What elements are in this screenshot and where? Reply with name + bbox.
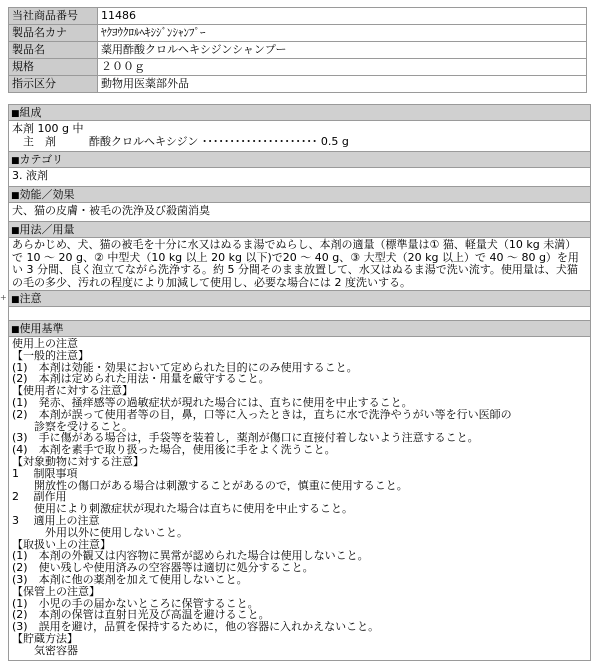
standards-line: 気密容器 [12,644,78,657]
category-text: 3. 液剤 [12,169,48,182]
standards-line: (3) 誤用を避け，品質を保持するために，他の容器に入れかえないこと。 [12,621,380,633]
usage-body [8,238,591,292]
info-row [9,59,587,76]
standards-line: (2) 本剤は定められた用法・用量を厳守すること。 [12,373,270,386]
composition-body [8,121,591,153]
info-row [9,8,587,25]
info-label: 製品名カナ [9,25,98,42]
section-marker-icon: ■ [11,295,20,305]
standards-line: 1 制限事項 [12,467,78,480]
product-info-table [8,7,587,93]
category-header [8,151,591,168]
cross-marker-icon: + [0,293,7,302]
standards-line: (1) 本剤は効能・効果において定められた目的にのみ使用すること。 [12,361,358,374]
standards-line: (4) 本剤を素手で取り扱った場合，使用後に手をよく洗うこと。 [12,444,336,456]
info-value: 11486 [98,8,587,25]
section-marker-icon: ■ [11,325,20,335]
efficacy-title: 効能／効果 [19,188,75,201]
standards-line: (2) 本剤が誤って使用者等の目，鼻，口等に入ったときは，直ちに水で洗浄やうがい等を行い医師の [12,408,512,421]
standards-line: 診察を受けること。 [12,420,133,433]
standards-line: 使用上の注意 [12,338,78,350]
section-marker-icon: ■ [11,109,20,119]
standards-line: (1) 本剤の外観又は内容物に異常が認められた場合は使用しないこと。 [12,550,369,563]
standards-line: (2) 使い残しや使用済みの空容器等は適切に処分すること。 [12,562,314,574]
standards-line: 【対象動物に対する注意】 [12,455,144,468]
efficacy-body [8,203,591,222]
info-row [9,25,587,42]
caution-section [8,290,591,323]
info-value: ﾔｸﾖｳｸﾛﾙﾍｷｼｼﾞﾝｼｬﾝﾌﾟｰ [98,25,587,42]
category-section [8,151,591,187]
caution-title: 注意 [19,292,42,305]
usage-section [8,221,591,292]
info-label: 規格 [9,59,98,76]
info-value: 薬用酢酸クロルヘキシジンシャンプー [98,42,587,59]
standards-line: 【貯蔵方法】 [12,632,78,645]
standards-line: 2 副作用 [12,491,67,504]
category-title: カテゴリ [19,153,64,166]
standards-line: 【一般的注意】 [12,349,89,362]
composition-title: 組成 [19,106,42,119]
standards-line: 使用により刺激症状が現れた場合は直ちに使用を中止すること。 [12,503,353,515]
composition-header [8,104,591,121]
category-body [8,168,591,187]
info-label: 指示区分 [9,76,98,93]
info-label: 当社商品番号 [9,8,98,25]
standards-line: (3) 手に傷がある場合は，手袋等を装着し，薬剤が傷口に直接付着しないよう注意すること。 [12,432,479,445]
standards-line: 3 適用上の注意 [12,514,100,527]
info-value: ２００ｇ [98,59,587,76]
standards-line: (3) 本剤に他の薬剤を加えて使用しないこと。 [12,573,248,586]
standards-line: 外用以外に使用しないこと。 [12,526,188,539]
usage-header [8,221,591,238]
standards-section [8,320,591,661]
efficacy-text: 犬、猫の皮膚・被毛の洗浄及び殺菌消臭 [12,204,210,217]
standards-body [8,337,591,661]
standards-line: 【保管上の注意】 [12,585,100,598]
efficacy-header [8,186,591,203]
usage-text: あらかじめ、犬、猫の被毛を十分に水又はぬるま湯でぬらし、本剤の適量（標準量は① 猫、軽量犬（10 kg 未満）で 10 ～ 20 g、② 中型犬（10 kg 以上 20 kg 以下)で20 ～ 40 g、③ 大型犬（20 kg 以上）で 40 ～ 80 g）を用い 3 分間、良く泡立てながら洗浄する。約 5 分間そのまま放置して、水又はぬるま湯で洗い流す。使用量は、犬猫の毛の多少、汚れの程度により加減して使用し、必要な場合には 2 度洗いする。 [12,238,579,289]
standards-title: 使用基準 [19,322,64,335]
section-marker-icon: ■ [11,226,20,236]
standards-line: (1) 発赤、掻痒感等の過敏症状が現れた場合には、直ちに使用を中止すること。 [12,396,413,409]
section-marker-icon: ■ [11,156,20,166]
composition-section [8,104,591,153]
standards-header [8,320,591,337]
caution-header [8,290,591,307]
standards-line: 開放性の傷口がある場合は刺激することがあるので，慎重に使用すること。 [12,479,408,492]
info-row [9,76,587,93]
composition-line-2: 主 剤 酢酸クロルヘキシジン ･････････････････････ 0.5 g [12,135,349,148]
standards-line: 【取扱い上の注意】 [12,538,111,551]
standards-line: (2) 本剤の保管は直射日光及び高温を避けること。 [12,609,270,622]
usage-title: 用法／用量 [19,223,75,236]
info-value: 動物用医薬部外品 [98,76,587,93]
standards-line: 【使用者に対する注意】 [12,385,133,397]
composition-line-1: 本剤 100 g 中 [12,122,84,135]
standards-line: (1) 小児の手の届かないところに保管すること。 [12,597,259,610]
info-row [9,42,587,59]
efficacy-section [8,186,591,222]
info-label: 製品名 [9,42,98,59]
section-marker-icon: ■ [11,191,20,201]
